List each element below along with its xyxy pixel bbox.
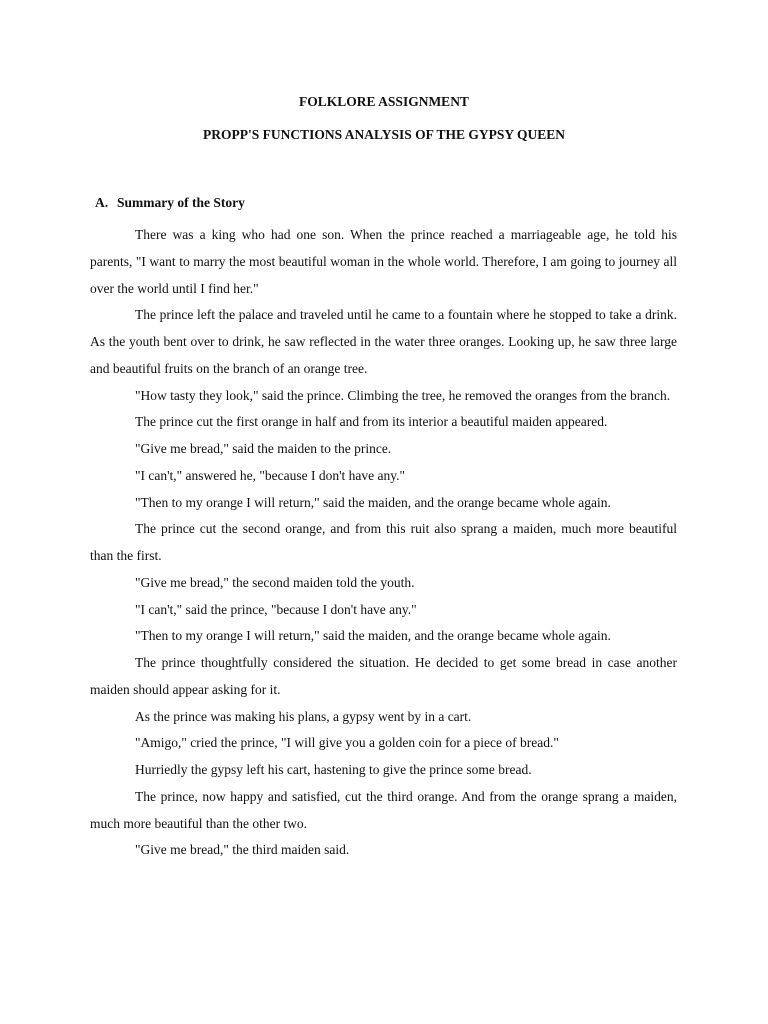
document-subtitle: PROPP'S FUNCTIONS ANALYSIS OF THE GYPSY QUEEN bbox=[202, 127, 566, 142]
story-summary bbox=[90, 222, 677, 864]
paragraph: "Then to my orange I will return," said the maiden, and the orange became whole again. bbox=[135, 628, 611, 644]
section-heading bbox=[95, 195, 245, 211]
paragraph: "Give me bread," said the maiden to the prince. bbox=[135, 441, 392, 456]
paragraph: The prince cut the second orange, and from this ruit also sprang a maiden, much more beautiful than the first. bbox=[90, 521, 677, 563]
section-letter: A. bbox=[95, 195, 109, 210]
paragraph: "How tasty they look," said the prince. Climbing the tree, he removed the oranges from the branch. bbox=[135, 387, 671, 403]
paragraph: Hurriedly the gypsy left his cart, hastening to give the prince some bread. bbox=[135, 762, 532, 777]
paragraph: The prince cut the first orange in half and from its interior a beautiful maiden appeared. bbox=[135, 414, 608, 430]
paragraph: "Amigo," cried the prince, "I will give you a golden coin for a piece of bread." bbox=[135, 735, 559, 751]
section-heading-text: Summary of the Story bbox=[117, 195, 245, 210]
document-title: FOLKLORE ASSIGNMENT bbox=[299, 94, 469, 109]
paragraph: The prince, now happy and satisfied, cut the third orange. And from the orange sprang a maiden, much more beautiful than the other two. bbox=[90, 788, 677, 831]
paragraph: "Then to my orange I will return," said the maiden, and the orange became whole again. bbox=[135, 494, 611, 510]
paragraph: As the prince was making his plans, a gypsy went by in a cart. bbox=[135, 708, 472, 724]
paragraph: "Give me bread," the third maiden said. bbox=[135, 842, 350, 858]
paragraph: The prince thoughtfully considered the situation. He decided to get some bread in case another maiden should appear asking for it. bbox=[90, 655, 677, 697]
paragraph: "I can't," said the prince, "because I don't have any." bbox=[135, 601, 417, 617]
paragraph: There was a king who had one son. When the prince reached a marriageable age, he told his parents, "I want to marry the most beautiful woman in the whole world. Therefore, I am going to journey all over the world until I find her." bbox=[90, 227, 677, 296]
paragraph: "Give me bread," the second maiden told the youth. bbox=[135, 574, 415, 590]
paragraph: "I can't," answered he, "because I don't have any." bbox=[135, 467, 406, 483]
paragraph: The prince left the palace and traveled until he came to a fountain where he stopped to take a drink. As the youth bent over to drink, he saw reflected in the water three oranges. Looking up, he saw three large and beautiful fruits on the branch of an orange tree. bbox=[90, 307, 677, 376]
